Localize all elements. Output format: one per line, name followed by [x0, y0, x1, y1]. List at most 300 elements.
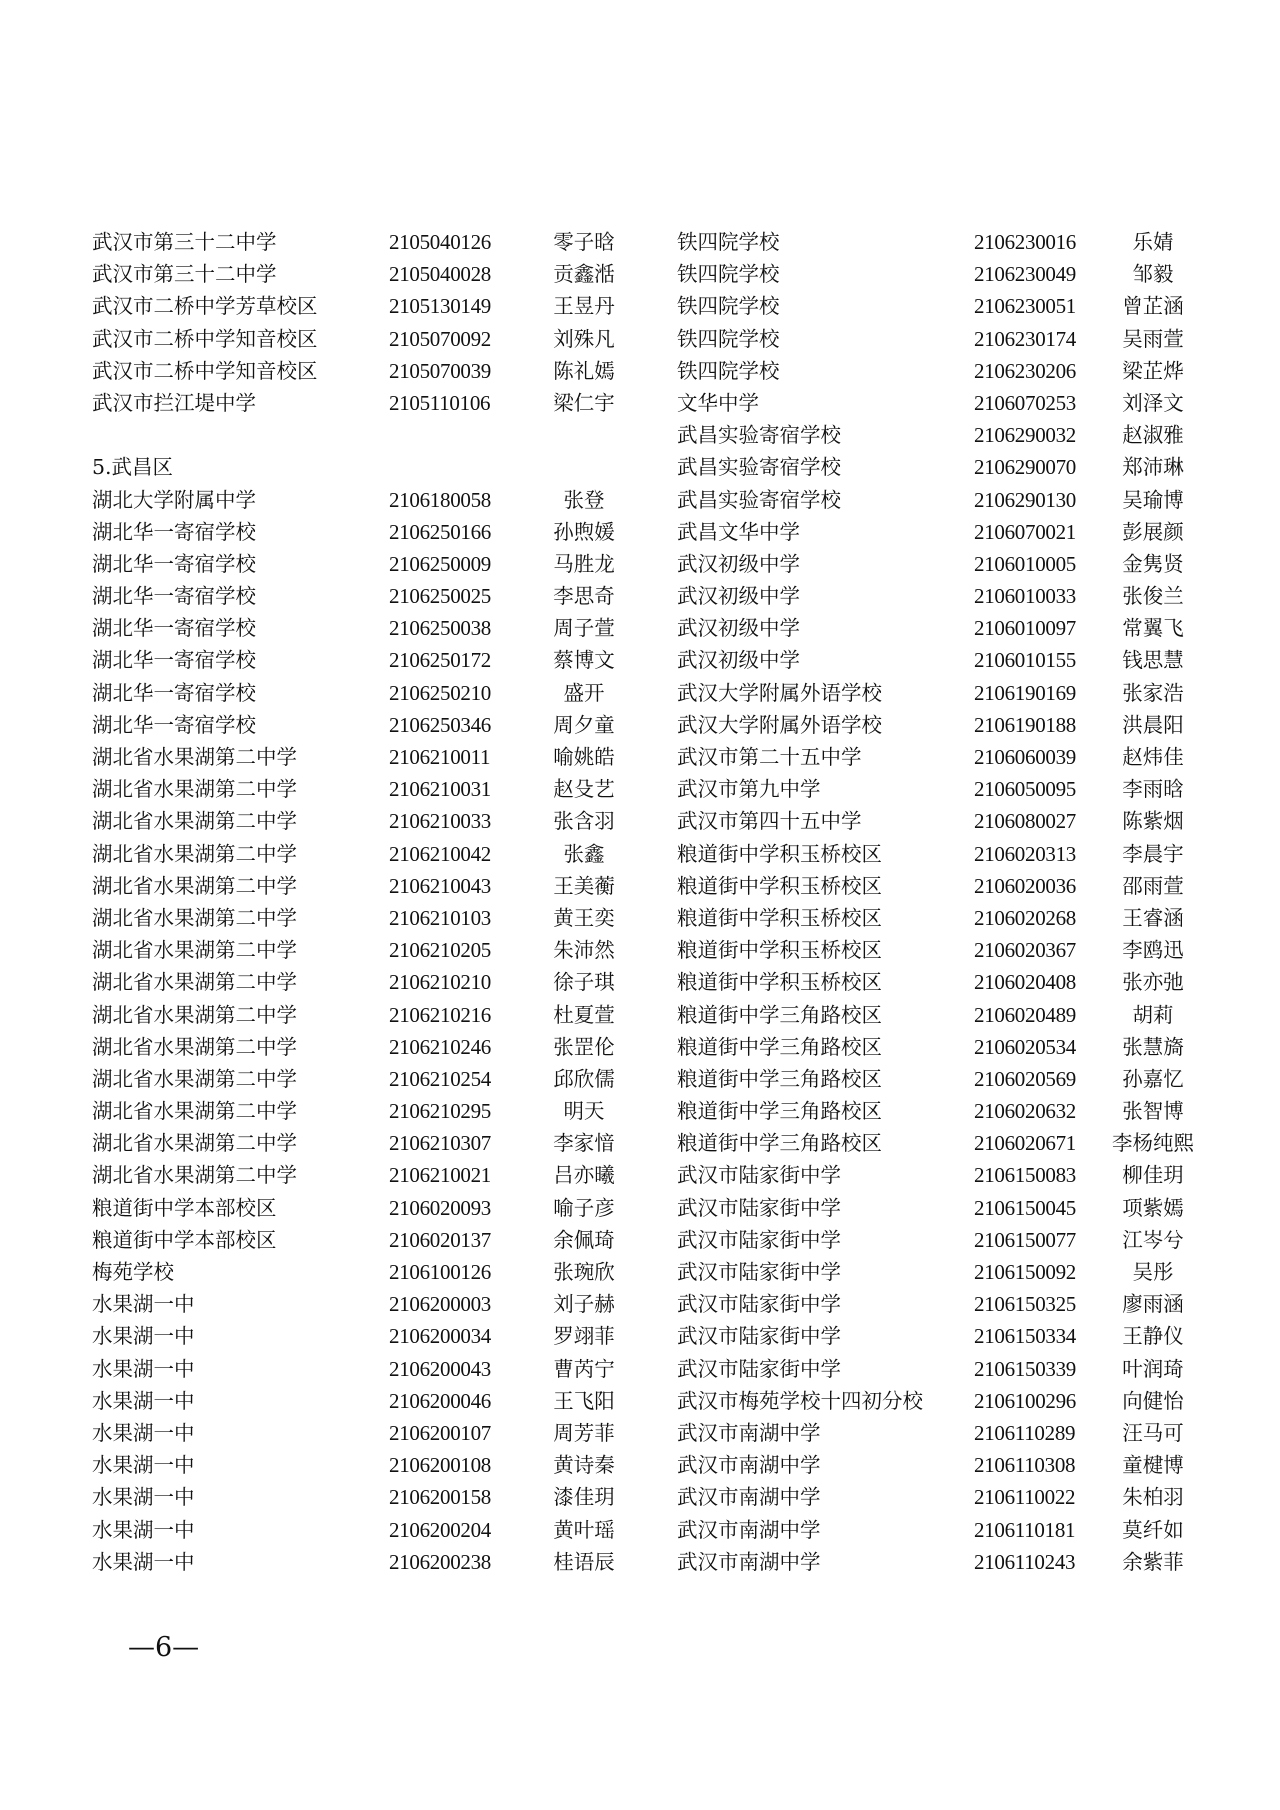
list-item: [677, 644, 1217, 676]
student-name: 郑沛琳: [1122, 455, 1184, 480]
list-item: [677, 451, 1217, 483]
student-name: 罗翊菲: [553, 1324, 615, 1349]
student-id: 2106190169: [974, 680, 1077, 705]
school-name: 武汉市南湖中学: [677, 1517, 821, 1542]
list-item: [677, 484, 1217, 516]
list-item: [92, 1546, 652, 1578]
student-id: 2106230174: [974, 326, 1077, 351]
student-name: 王飞阳: [553, 1388, 615, 1413]
student-name: 邵雨萱: [1122, 873, 1184, 898]
list-item: [92, 1256, 652, 1288]
list-item: [677, 1095, 1217, 1127]
school-name: 武汉市陆家街中学: [677, 1163, 841, 1188]
list-item: [92, 773, 652, 805]
student-name: 徐子琪: [553, 970, 615, 995]
student-name: 江岑兮: [1122, 1227, 1184, 1252]
school-name: 武汉市第二十五中学: [677, 745, 862, 769]
student-name: 余佩琦: [553, 1227, 615, 1252]
left-top-rows: [92, 226, 652, 419]
list-item: [92, 1127, 652, 1159]
student-name: 李晨宇: [1122, 841, 1184, 866]
list-item: [677, 1224, 1217, 1256]
student-id: 2106020671: [974, 1131, 1077, 1156]
school-name: 湖北省水果湖第二中学: [92, 873, 297, 898]
student-id: 2106230051: [974, 294, 1077, 319]
student-id: 2106020489: [974, 1002, 1077, 1027]
student-name: 周夕童: [553, 712, 615, 737]
student-id: 2106180058: [389, 487, 492, 512]
student-name: 童楗博: [1122, 1453, 1184, 1478]
student-id: 2106020534: [974, 1034, 1077, 1059]
student-name: 张鑫: [563, 841, 605, 866]
student-id: 2106290070: [974, 455, 1077, 480]
school-name: 湖北省水果湖第二中学: [92, 1099, 297, 1124]
student-id: 2105110106: [389, 390, 491, 415]
school-name: 粮道街中学积玉桥校区: [677, 905, 882, 930]
student-id: 2106150045: [974, 1195, 1077, 1220]
school-name: 湖北省水果湖第二中学: [92, 938, 297, 963]
right-rows: [677, 226, 1217, 1578]
list-item: [92, 1159, 652, 1191]
student-id: 2106210031: [389, 777, 492, 802]
school-name: 粮道街中学本部校区: [92, 1227, 277, 1252]
student-name: 马胜龙: [553, 551, 615, 576]
school-name: 湖北省水果湖第二中学: [92, 905, 297, 930]
student-name: 喻子彦: [553, 1195, 615, 1220]
school-name: 武汉市南湖中学: [677, 1485, 821, 1510]
school-name: 水果湖一中: [92, 1453, 195, 1478]
list-item: [92, 870, 652, 902]
school-name: 铁四院学校: [677, 262, 780, 287]
list-item: [92, 1320, 652, 1352]
school-name: 湖北华一寄宿学校: [92, 648, 256, 673]
student-id: 2106210210: [389, 970, 492, 995]
student-name: 喻姚皓: [553, 745, 615, 769]
student-id: 2106200043: [389, 1356, 492, 1381]
list-item: [677, 1417, 1217, 1449]
school-name: 武汉市梅苑学校十四初分校: [677, 1388, 923, 1413]
student-id: 2106290130: [974, 487, 1077, 512]
student-id: 2106110289: [974, 1420, 1076, 1445]
school-name: 湖北省水果湖第二中学: [92, 1034, 297, 1059]
student-name: 刘子赫: [553, 1292, 615, 1317]
student-name: 张亦弛: [1122, 970, 1184, 995]
student-id: 2106200204: [389, 1517, 492, 1542]
list-item: [677, 677, 1217, 709]
student-id: 2106250166: [389, 519, 492, 544]
list-item: [677, 290, 1217, 322]
student-name: 贡鑫湉: [553, 262, 615, 287]
school-name: 粮道街中学本部校区: [92, 1195, 277, 1220]
list-item: [677, 1159, 1217, 1191]
student-id: 2106050095: [974, 777, 1077, 802]
student-id: 2106250210: [389, 680, 492, 705]
list-item: [92, 644, 652, 676]
school-name: 湖北省水果湖第二中学: [92, 745, 297, 769]
school-name: 湖北华一寄宿学校: [92, 584, 256, 609]
student-id: 2106110243: [974, 1549, 1076, 1574]
school-name: 水果湖一中: [92, 1549, 195, 1574]
student-name: 孙嘉忆: [1122, 1066, 1184, 1091]
list-item: [677, 966, 1217, 998]
student-id: 2106150339: [974, 1356, 1077, 1381]
school-name: 湖北省水果湖第二中学: [92, 1066, 297, 1091]
list-item: [677, 1031, 1217, 1063]
student-name: 赵淑雅: [1122, 423, 1184, 448]
student-id: 2106210205: [389, 938, 492, 963]
student-id: 2106230016: [974, 230, 1077, 254]
student-name: 吴彤: [1132, 1260, 1174, 1284]
student-id: 2106200158: [389, 1485, 492, 1510]
school-name: 武汉市陆家街中学: [677, 1260, 841, 1284]
school-name: 武汉初级中学: [677, 648, 800, 673]
school-name: 湖北省水果湖第二中学: [92, 1163, 297, 1188]
list-item: [92, 805, 652, 837]
student-name: 李家愔: [553, 1131, 615, 1156]
student-name: 王昱丹: [553, 294, 615, 319]
section-heading: 5.武昌区: [92, 455, 174, 480]
school-name: 粮道街中学三角路校区: [677, 1131, 882, 1156]
right-column: [677, 226, 1217, 1578]
student-name: 张含羽: [553, 809, 615, 834]
school-name: 粮道街中学三角路校区: [677, 1034, 882, 1059]
student-name: 吕亦曦: [553, 1163, 615, 1188]
student-name: 盛开: [563, 680, 605, 705]
list-item: [677, 902, 1217, 934]
list-item: [92, 548, 652, 580]
school-name: 武汉市二桥中学知音校区: [92, 358, 318, 383]
student-name: 曾芷涵: [1122, 294, 1184, 319]
student-id: 2105040126: [389, 230, 492, 254]
student-name: 零子晗: [553, 230, 615, 254]
student-id: 2106020093: [389, 1195, 492, 1220]
student-id: 2106200034: [389, 1324, 492, 1349]
school-name: 武汉市第三十二中学: [92, 230, 277, 254]
student-name: 金隽贤: [1122, 551, 1184, 576]
student-id: 2106020036: [974, 873, 1077, 898]
school-name: 粮道街中学积玉桥校区: [677, 873, 882, 898]
list-item: [677, 1192, 1217, 1224]
student-id: 2106210246: [389, 1034, 492, 1059]
student-name: 洪晨阳: [1122, 712, 1184, 737]
student-id: 2106200046: [389, 1388, 492, 1413]
school-name: 武汉初级中学: [677, 584, 800, 609]
student-name: 吴雨萱: [1122, 326, 1184, 351]
student-name: 张琬欣: [553, 1260, 615, 1284]
student-id: 2106020408: [974, 970, 1077, 995]
school-name: 水果湖一中: [92, 1356, 195, 1381]
school-name: 湖北省水果湖第二中学: [92, 809, 297, 834]
student-id: 2106020268: [974, 905, 1077, 930]
list-item: [677, 1481, 1217, 1513]
school-name: 湖北华一寄宿学校: [92, 519, 256, 544]
student-id: 2106210042: [389, 841, 492, 866]
list-item: [92, 741, 652, 773]
student-name: 余紫菲: [1122, 1549, 1184, 1574]
student-name: 李雨晗: [1122, 777, 1184, 802]
student-id: 2106100296: [974, 1388, 1077, 1413]
student-name: 赵炜佳: [1122, 745, 1184, 769]
student-name: 常翼飞: [1122, 616, 1184, 641]
student-id: 2106230049: [974, 262, 1077, 287]
student-name: 孙煦媛: [553, 519, 615, 544]
student-name: 莫纤如: [1122, 1517, 1184, 1542]
list-item: [92, 1224, 652, 1256]
list-item: [677, 934, 1217, 966]
school-name: 武汉市二桥中学芳草校区: [92, 294, 318, 319]
student-name: 陈礼嫣: [553, 358, 615, 383]
school-name: 粮道街中学积玉桥校区: [677, 938, 882, 963]
school-name: 武汉市南湖中学: [677, 1420, 821, 1445]
student-name: 张俊兰: [1122, 584, 1184, 609]
school-name: 武汉大学附属外语学校: [677, 680, 882, 705]
student-name: 张登: [563, 487, 605, 512]
school-name: 湖北华一寄宿学校: [92, 551, 256, 576]
student-name: 王睿涵: [1122, 905, 1184, 930]
school-name: 粮道街中学积玉桥校区: [677, 841, 882, 866]
student-name: 赵殳艺: [553, 777, 615, 802]
student-name: 周芳菲: [553, 1420, 615, 1445]
list-item: [677, 709, 1217, 741]
list-item: [92, 1063, 652, 1095]
school-name: 武昌文华中学: [677, 519, 800, 544]
list-item: [92, 709, 652, 741]
school-name: 粮道街中学三角路校区: [677, 1066, 882, 1091]
student-name: 黄叶瑶: [553, 1517, 615, 1542]
student-name: 李杨纯熙: [1112, 1131, 1194, 1156]
school-name: 水果湖一中: [92, 1324, 195, 1349]
student-id: 2106210011: [389, 745, 491, 769]
student-name: 张智博: [1122, 1099, 1184, 1124]
student-id: 2106230206: [974, 358, 1077, 383]
student-id: 2106150325: [974, 1292, 1077, 1317]
student-id: 2106060039: [974, 745, 1077, 769]
student-id: 2106150334: [974, 1324, 1077, 1349]
list-item: [677, 1127, 1217, 1159]
school-name: 湖北华一寄宿学校: [92, 680, 256, 705]
list-item: [677, 258, 1217, 290]
school-name: 武汉市陆家街中学: [677, 1356, 841, 1381]
student-id: 2106110308: [974, 1453, 1076, 1478]
list-item: [92, 999, 652, 1031]
school-name: 武汉市第四十五中学: [677, 809, 862, 834]
student-name: 黄王奕: [553, 905, 615, 930]
student-id: 2106020137: [389, 1227, 492, 1252]
school-name: 武汉市拦江堤中学: [92, 390, 256, 415]
school-name: 粮道街中学三角路校区: [677, 1002, 882, 1027]
student-name: 彭展颜: [1122, 519, 1184, 544]
school-name: 铁四院学校: [677, 294, 780, 319]
list-item: [92, 838, 652, 870]
school-name: 武汉市南湖中学: [677, 1453, 821, 1478]
list-item: [92, 1353, 652, 1385]
list-item: [677, 1385, 1217, 1417]
student-name: 张家浩: [1122, 680, 1184, 705]
list-item: [677, 870, 1217, 902]
student-id: 2106020367: [974, 938, 1077, 963]
school-name: 水果湖一中: [92, 1517, 195, 1542]
student-name: 乐婧: [1132, 230, 1174, 254]
school-name: 湖北省水果湖第二中学: [92, 970, 297, 995]
school-name: 水果湖一中: [92, 1388, 195, 1413]
list-item: [677, 741, 1217, 773]
list-item: [677, 387, 1217, 419]
student-id: 2106200238: [389, 1549, 492, 1574]
list-item: [677, 805, 1217, 837]
student-id: 2106210216: [389, 1002, 492, 1027]
list-item: [92, 934, 652, 966]
student-id: 2105070039: [389, 358, 492, 383]
student-name: 吴瑜博: [1122, 487, 1184, 512]
list-item: [677, 516, 1217, 548]
list-item: [92, 966, 652, 998]
list-item: [677, 773, 1217, 805]
student-name: 漆佳玥: [553, 1485, 615, 1510]
student-id: 2106010097: [974, 616, 1077, 641]
list-item: [92, 484, 652, 516]
student-name: 王静仪: [1122, 1324, 1184, 1349]
student-name: 张慧旖: [1122, 1034, 1184, 1059]
list-item: [92, 387, 652, 419]
student-id: 2106100126: [389, 1260, 492, 1284]
student-name: 黄诗秦: [553, 1453, 615, 1478]
student-id: 2106250038: [389, 616, 492, 641]
student-id: 2106290032: [974, 423, 1077, 448]
school-name: 湖北省水果湖第二中学: [92, 1131, 297, 1156]
school-name: 文华中学: [677, 390, 759, 415]
page-number: —6—: [128, 1632, 200, 1663]
student-id: 2106150083: [974, 1163, 1077, 1188]
student-name: 柳佳玥: [1122, 1163, 1184, 1188]
student-id: 2106200003: [389, 1292, 492, 1317]
student-id: 2106150077: [974, 1227, 1077, 1252]
student-id: 2105070092: [389, 326, 492, 351]
list-item: [92, 1031, 652, 1063]
school-name: 湖北华一寄宿学校: [92, 616, 256, 641]
student-id: 2106010033: [974, 584, 1077, 609]
student-name: 朱柏羽: [1122, 1485, 1184, 1510]
student-name: 陈紫烟: [1122, 809, 1184, 834]
student-name: 王美蘅: [553, 873, 615, 898]
student-name: 梁仁宇: [553, 390, 615, 415]
school-name: 水果湖一中: [92, 1292, 195, 1317]
school-name: 武汉初级中学: [677, 551, 800, 576]
student-id: 2106200107: [389, 1420, 492, 1445]
student-name: 李思奇: [553, 584, 615, 609]
student-name: 钱思慧: [1122, 648, 1184, 673]
list-item: [92, 1192, 652, 1224]
list-item: [92, 1449, 652, 1481]
list-item: [677, 548, 1217, 580]
school-name: 湖北省水果湖第二中学: [92, 1002, 297, 1027]
student-id: 2106020313: [974, 841, 1077, 866]
student-name: 叶润琦: [1122, 1356, 1184, 1381]
school-name: 湖北大学附属中学: [92, 487, 256, 512]
student-name: 朱沛然: [553, 938, 615, 963]
student-id: 2106080027: [974, 809, 1077, 834]
list-item: [92, 1417, 652, 1449]
student-id: 2106250172: [389, 648, 492, 673]
school-name: 武汉市陆家街中学: [677, 1324, 841, 1349]
list-item: [677, 1320, 1217, 1352]
list-item: [677, 1449, 1217, 1481]
school-name: 湖北省水果湖第二中学: [92, 777, 297, 802]
student-id: 2106250009: [389, 551, 492, 576]
student-name: 蔡博文: [553, 648, 615, 673]
list-item: [92, 258, 652, 290]
student-id: 2106200108: [389, 1453, 492, 1478]
list-item: [92, 1385, 652, 1417]
student-id: 2105130149: [389, 294, 492, 319]
school-name: 武昌实验寄宿学校: [677, 455, 841, 480]
blank-line: [92, 419, 652, 451]
student-id: 2106210295: [389, 1099, 492, 1124]
student-name: 向健怡: [1122, 1388, 1184, 1413]
student-id: 2106010005: [974, 551, 1077, 576]
school-name: 梅苑学校: [92, 1260, 174, 1284]
student-name: 李鸥迅: [1122, 938, 1184, 963]
list-item: [677, 838, 1217, 870]
student-name: 邱欣儒: [553, 1066, 615, 1091]
school-name: 湖北省水果湖第二中学: [92, 841, 297, 866]
student-name: 邹毅: [1132, 262, 1174, 287]
student-id: 2105040028: [389, 262, 492, 287]
student-id: 2106250346: [389, 712, 492, 737]
list-item: [92, 1481, 652, 1513]
student-name: 胡莉: [1132, 1002, 1174, 1027]
student-id: 2106250025: [389, 584, 492, 609]
list-item: [677, 1256, 1217, 1288]
list-item: [677, 612, 1217, 644]
student-id: 2106010155: [974, 648, 1077, 673]
left-column: [92, 226, 652, 1578]
list-item: [92, 355, 652, 387]
list-item: [677, 419, 1217, 451]
school-name: 武汉初级中学: [677, 616, 800, 641]
student-id: 2106190188: [974, 712, 1077, 737]
list-item: [92, 580, 652, 612]
list-item: [92, 323, 652, 355]
student-name: 项紫嫣: [1122, 1195, 1184, 1220]
list-item: [677, 1514, 1217, 1546]
school-name: 武汉市第三十二中学: [92, 262, 277, 287]
school-name: 武汉市第九中学: [677, 777, 821, 802]
school-name: 武汉市陆家街中学: [677, 1292, 841, 1317]
student-name: 刘泽文: [1122, 390, 1184, 415]
list-item: [92, 226, 652, 258]
school-name: 武汉市陆家街中学: [677, 1227, 841, 1252]
list-item: [677, 1546, 1217, 1578]
school-name: 水果湖一中: [92, 1485, 195, 1510]
list-item: [677, 1288, 1217, 1320]
student-name: 张罡伦: [553, 1034, 615, 1059]
list-item: [92, 902, 652, 934]
school-name: 湖北华一寄宿学校: [92, 712, 256, 737]
school-name: 武汉市二桥中学知音校区: [92, 326, 318, 351]
list-item: [677, 1353, 1217, 1385]
list-item: [92, 516, 652, 548]
school-name: 铁四院学校: [677, 326, 780, 351]
student-id: 2106110022: [974, 1485, 1076, 1510]
list-item: [677, 1063, 1217, 1095]
student-id: 2106110181: [974, 1517, 1076, 1542]
student-id: 2106020569: [974, 1066, 1077, 1091]
school-name: 铁四院学校: [677, 230, 780, 254]
left-section-rows: [92, 484, 652, 1578]
student-name: 汪马可: [1122, 1420, 1184, 1445]
student-name: 刘殊凡: [553, 326, 615, 351]
list-item: [92, 1095, 652, 1127]
